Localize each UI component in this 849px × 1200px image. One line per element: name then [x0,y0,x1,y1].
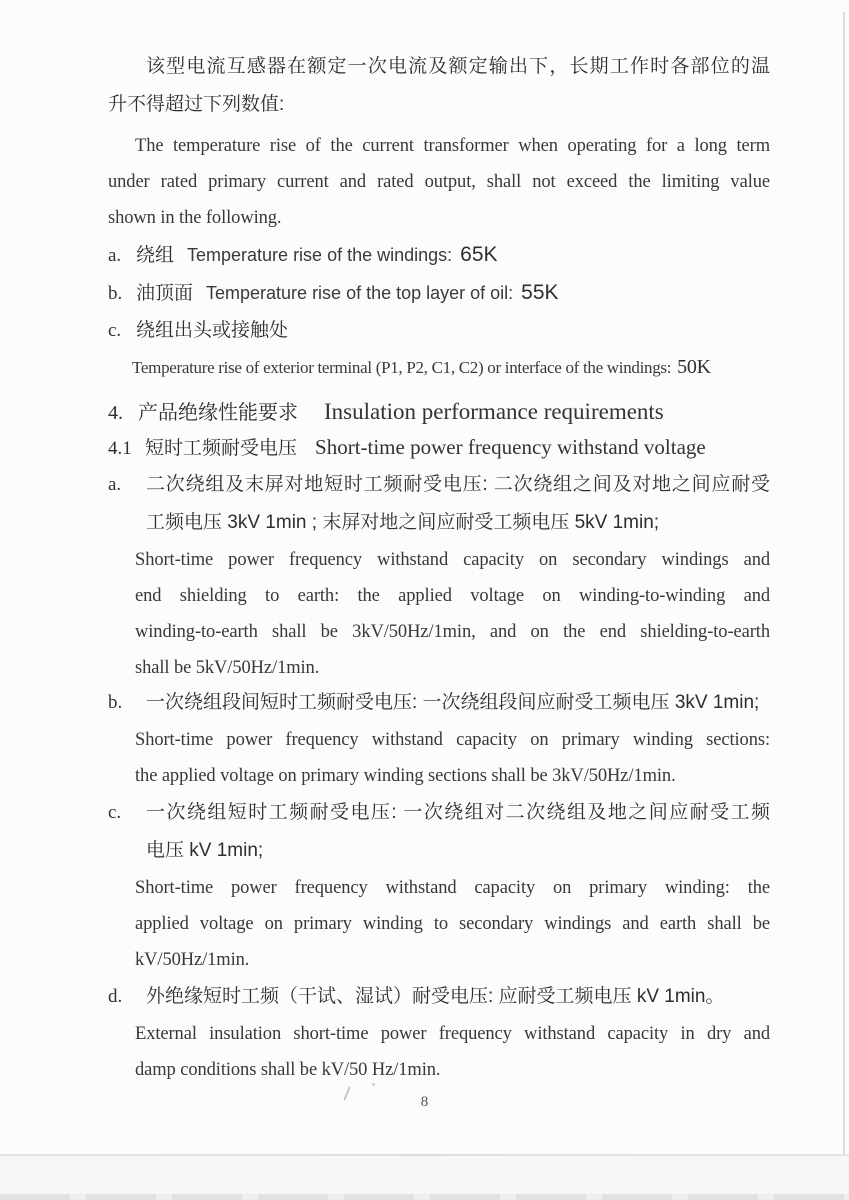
item-text-zh: 一次绕组短时工频耐受电压: 一次绕组对二次绕组及地之间应耐受工频 [146,802,770,823]
document-body [108,0,770,1088]
item-line-zh [108,684,770,722]
item-line-en: kV/50Hz/1min. [135,950,250,970]
withstand-item-external-insulation [108,978,770,1088]
item-line-en: end shielding to earth: the applied voltage on winding-to-winding and [135,586,770,606]
list-marker: a. [108,245,122,266]
item-line-zh [108,978,770,1016]
temperature-value: 55K [521,281,559,304]
list-item-label-zh: 油顶面 [136,283,194,304]
list-item-terminal [108,312,770,350]
list-item-label-en: Temperature rise of exterior terminal (P1, P2, C1, C2) or interface of the windings: [132,358,672,377]
temperature-limit-list [108,236,770,384]
item-line-zh: 电压 kV 1min; [146,840,264,861]
section-heading-4-1 [108,430,770,464]
paragraph-temperature-limit-zh [108,0,770,124]
item-line-en: External insulation short-time power frequency withstand capacity in dry and [135,1024,770,1044]
list-marker: b. [108,283,123,304]
item-line-en: Short-time power frequency withstand capacity on primary winding: the [135,878,770,898]
paragraph-line: The temperature rise of the current transformer when operating for a long term [135,136,770,156]
list-marker: c. [108,320,122,341]
list-item-label-zh: 绕组出头或接触处 [136,320,289,341]
section-title-en: Insulation performance requirements [324,399,664,424]
temperature-value: 50K [677,356,711,378]
paragraph-line: under rated primary current and rated output, shall not exceed the limiting value [108,172,770,192]
section-number: 4.1 [108,438,132,459]
scan-bottom-strip [0,1194,849,1200]
item-line-en: shall be 5kV/50Hz/1min. [135,658,320,678]
section-title-zh: 短时工频耐受电压 [145,438,298,459]
item-line-zh: 工频电压 3kV 1min ; 末屏对地之间应耐受工频电压 5kV 1min; [146,512,660,533]
paragraph-line: 升不得超过下列数值: [108,94,285,115]
item-line-zh [108,466,770,504]
list-item-label-en: Temperature rise of the top layer of oil: [206,283,514,303]
item-text-zh: 二次绕组及末屏对地短时工频耐受电压: 二次绕组之间及对地之间应耐受 [146,474,770,495]
section-title-en: Short-time power frequency withstand voltage [315,435,706,459]
item-line-en: Short-time power frequency withstand capacity on secondary windings and [135,550,770,570]
section-title-zh: 产品绝缘性能要求 [138,402,298,424]
item-line-en: the applied voltage on primary winding sections shall be 3kV/50Hz/1min. [135,766,676,786]
item-text-zh: 一次绕组段间短时工频耐受电压: 一次绕组段间应耐受工频电压 3kV 1min; [146,692,760,713]
item-line-en: Short-time power frequency withstand capacity on primary winding sections: [135,730,770,750]
list-item-windings [108,236,770,274]
section-number: 4. [108,402,123,424]
scan-artifact-dot [372,1083,375,1086]
paragraph-line: shown in the following. [108,208,282,228]
list-marker: c. [108,802,122,823]
page-number: 8 [420,1094,429,1110]
item-line-en: applied voltage on primary winding to secondary windings and earth shall be [135,914,770,934]
item-line-zh [108,794,770,832]
list-marker: d. [108,986,123,1007]
list-marker: b. [108,692,123,713]
withstand-item-secondary-winding [108,466,770,686]
withstand-item-primary-sections [108,684,770,794]
item-line-en: damp conditions shall be kV/50 Hz/1min. [135,1060,441,1080]
list-item-label-en: Temperature rise of the windings: [187,245,453,265]
item-line-en: winding-to-earth shall be 3kV/50Hz/1min, and on the end shielding-to-earth [135,622,770,642]
list-item-label-zh: 绕组 [136,245,175,266]
paragraph-temperature-limit-en [108,128,770,236]
paper-edge-right [843,12,845,1158]
list-item-oil-top [108,274,770,312]
withstand-item-primary-winding [108,794,770,978]
list-marker: a. [108,474,122,495]
item-text-zh: 外绝缘短时工频（干试、湿试）耐受电压: 应耐受工频电压 kV 1min。 [146,986,725,1007]
temperature-value: 65K [460,243,498,266]
section-heading-4 [108,394,770,430]
paragraph-line: 该型电流互感器在额定一次电流及额定输出下，长期工作时各部位的温 [146,56,770,77]
list-item-terminal-en [108,350,770,384]
